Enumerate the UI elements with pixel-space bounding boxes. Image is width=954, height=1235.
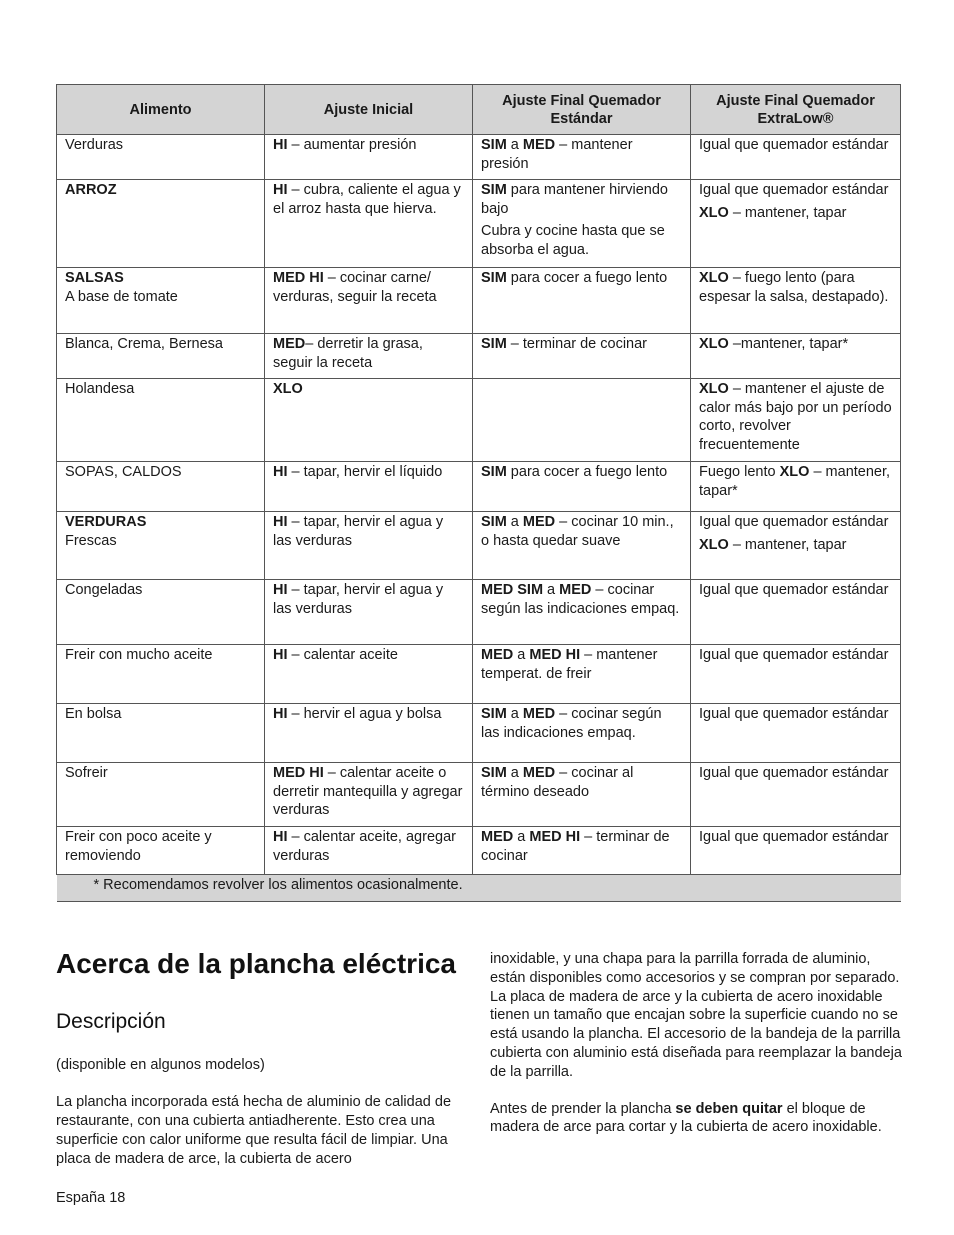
final-extralow-cell bbox=[691, 763, 901, 827]
bold-text: MED bbox=[481, 647, 514, 663]
bold-text: HI bbox=[273, 182, 288, 198]
final-extralow-cell bbox=[691, 512, 901, 580]
bold-text: MED bbox=[273, 336, 306, 352]
text: – cocinar al término deseado bbox=[481, 765, 634, 800]
cell-paragraph bbox=[481, 513, 682, 550]
ajuste-inicial-cell bbox=[265, 763, 473, 827]
final-extralow-cell bbox=[691, 645, 901, 704]
cell-paragraph bbox=[273, 828, 464, 865]
text: a bbox=[506, 137, 523, 153]
text: Frescas bbox=[65, 532, 117, 549]
header-ajuste-inicial: Ajuste Inicial bbox=[265, 85, 473, 135]
cell-paragraph bbox=[481, 581, 682, 618]
cell-paragraph bbox=[65, 513, 256, 550]
bold-text: SIM bbox=[481, 464, 507, 480]
ajuste-inicial-cell bbox=[265, 379, 473, 462]
cell-paragraph bbox=[699, 764, 892, 783]
final-extralow-cell bbox=[691, 135, 901, 180]
text: inoxidable, y una chapa para la parrilla forrada de aluminio, están disponibles como accesorios y se compran por separado. La placa de madera de arce y la cubierta de acero inoxidable tienen un tamaño que encajan sobre la superficie cuando no se está usando la plancha. El accesorio de la bandeja de la parrilla cubierta con aluminio está diseñada para reemplazar la bandeja de la parrilla. bbox=[490, 951, 902, 1080]
bold-text: HI bbox=[273, 706, 288, 722]
text: Antes de prender la plancha bbox=[490, 1100, 676, 1117]
text: Igual que quemador estándar bbox=[699, 137, 889, 153]
text: – mantener, tapar* bbox=[699, 464, 891, 499]
text: el bloque de madera de arce para cortar y la cubierta de acero inoxidable. bbox=[490, 1100, 882, 1136]
cell-paragraph bbox=[481, 463, 682, 482]
text: – hervir el agua y bolsa bbox=[287, 706, 442, 722]
bold-text: SIM bbox=[481, 706, 507, 722]
text: Igual que quemador estándar bbox=[699, 765, 889, 781]
cell-paragraph bbox=[65, 705, 256, 724]
bold-text: HI bbox=[273, 647, 288, 663]
cell-paragraph bbox=[699, 463, 892, 500]
cell-paragraph bbox=[699, 828, 892, 847]
final-extralow-cell bbox=[691, 462, 901, 512]
text: – mantener, tapar bbox=[728, 536, 847, 553]
cell-paragraph bbox=[699, 705, 892, 724]
table-row bbox=[57, 827, 901, 875]
cell-paragraph bbox=[699, 335, 892, 354]
text: –mantener, tapar* bbox=[728, 336, 849, 352]
cell-paragraph bbox=[65, 463, 256, 482]
alimento-cell bbox=[57, 462, 265, 512]
text: (disponible en algunos modelos) bbox=[56, 1057, 265, 1073]
text: Congeladas bbox=[65, 582, 143, 598]
ajuste-inicial-cell bbox=[265, 704, 473, 763]
text: Verduras bbox=[65, 137, 124, 153]
table-row bbox=[57, 462, 901, 512]
text: Igual que quemador estándar bbox=[699, 182, 889, 198]
cell-paragraph bbox=[273, 646, 464, 665]
cell-paragraph bbox=[65, 181, 256, 200]
bold-text: SIM bbox=[481, 765, 507, 781]
bold-text: MED bbox=[522, 765, 556, 781]
text: – tapar, hervir el agua y las verduras bbox=[273, 514, 444, 549]
cell-paragraph bbox=[481, 181, 682, 218]
text: – tapar, hervir el líquido bbox=[287, 464, 443, 480]
final-estandar-cell bbox=[473, 580, 691, 645]
cell-paragraph bbox=[65, 269, 256, 306]
text: – terminar de cocinar bbox=[506, 336, 648, 352]
final-extralow-cell bbox=[691, 180, 901, 268]
text: Igual que quemador estándar bbox=[699, 829, 889, 845]
cell-paragraph bbox=[699, 269, 892, 306]
text: SOPAS, CALDOS bbox=[65, 464, 182, 480]
bold-text: XLO bbox=[699, 204, 729, 221]
final-estandar-cell bbox=[473, 512, 691, 580]
text: a bbox=[506, 514, 523, 530]
text: – cocinar según las indicaciones empaq. bbox=[481, 706, 662, 741]
cell-paragraph bbox=[273, 380, 464, 399]
final-extralow-cell bbox=[691, 379, 901, 462]
final-extralow-cell bbox=[691, 580, 901, 645]
bold-text: XLO bbox=[699, 270, 729, 286]
section-title: Acerca de la plancha eléctrica bbox=[56, 948, 456, 979]
bold-text: MED HI bbox=[529, 647, 581, 663]
final-extralow-cell bbox=[691, 334, 901, 379]
final-estandar-cell bbox=[473, 268, 691, 334]
cell-paragraph bbox=[481, 269, 682, 288]
cell-paragraph bbox=[65, 136, 256, 155]
text: – mantener, tapar bbox=[728, 204, 847, 221]
header-ajuste-final-extralow: Ajuste Final Quemador ExtraLow® bbox=[691, 85, 901, 135]
bold-text: HI bbox=[273, 464, 288, 480]
bold-text: MED bbox=[522, 706, 556, 722]
final-estandar-cell bbox=[473, 334, 691, 379]
text: La plancha incorporada está hecha de aluminio de calidad de restaurante, con una cubierta antiadherente. Esto crea una superficie con calor uniforme que resulta fácil de limpiar. Una placa de madera de arce, la cubierta de acero bbox=[56, 1094, 452, 1167]
table-footnote-row bbox=[57, 875, 901, 902]
text: para cocer a fuego lento bbox=[506, 270, 668, 286]
body-paragraph bbox=[490, 950, 902, 1082]
table-header-row bbox=[57, 85, 901, 135]
left-text-column bbox=[56, 1056, 466, 1187]
bold-text: HI bbox=[273, 582, 288, 598]
final-estandar-cell bbox=[473, 462, 691, 512]
cell-paragraph bbox=[273, 136, 464, 155]
text: – aumentar presión bbox=[287, 137, 417, 153]
table-body bbox=[57, 135, 901, 902]
text: Sofreir bbox=[65, 765, 108, 781]
cell-paragraph bbox=[65, 646, 256, 665]
alimento-cell bbox=[57, 180, 265, 268]
text: – mantener temperat. de freir bbox=[481, 647, 658, 682]
cell-paragraph bbox=[481, 222, 682, 259]
cell-paragraph bbox=[481, 764, 682, 801]
bold-text: ARROZ bbox=[65, 182, 117, 198]
text: Igual que quemador estándar bbox=[699, 582, 889, 598]
cell-paragraph bbox=[481, 828, 682, 865]
ajuste-inicial-cell bbox=[265, 135, 473, 180]
table-row bbox=[57, 580, 901, 645]
final-estandar-cell bbox=[473, 180, 691, 268]
bold-text: XLO bbox=[699, 381, 729, 397]
body-paragraph bbox=[56, 1056, 466, 1075]
cell-paragraph bbox=[699, 380, 892, 454]
final-estandar-cell bbox=[473, 827, 691, 875]
bold-text: SIM bbox=[481, 270, 507, 286]
cell-paragraph bbox=[481, 705, 682, 742]
bold-text: XLO bbox=[699, 336, 729, 352]
cell-paragraph bbox=[273, 335, 464, 372]
bold-text: MED bbox=[522, 137, 556, 153]
table-row bbox=[57, 268, 901, 334]
bold-text: MED bbox=[559, 582, 592, 598]
ajuste-inicial-cell bbox=[265, 268, 473, 334]
text: a bbox=[506, 765, 523, 781]
bold-text: MED bbox=[522, 514, 556, 530]
alimento-cell bbox=[57, 334, 265, 379]
cell-paragraph bbox=[65, 581, 256, 600]
text: – calentar aceite o derretir mantequilla y agregar verduras bbox=[273, 765, 463, 818]
table-row bbox=[57, 512, 901, 580]
text: para cocer a fuego lento bbox=[506, 464, 668, 480]
bold-text: HI bbox=[273, 514, 288, 530]
final-estandar-cell bbox=[473, 763, 691, 827]
cell-paragraph bbox=[481, 646, 682, 683]
text: – cubra, caliente el agua y el arroz hasta que hierva. bbox=[273, 182, 461, 217]
cell-paragraph bbox=[273, 269, 464, 306]
header-ajuste-final-estandar: Ajuste Final Quemador Estándar bbox=[473, 85, 691, 135]
final-estandar-cell bbox=[473, 704, 691, 763]
text: Igual que quemador estándar bbox=[699, 647, 889, 663]
ajuste-inicial-cell bbox=[265, 580, 473, 645]
body-paragraph bbox=[56, 1093, 466, 1169]
bold-text: XLO bbox=[779, 464, 810, 480]
cell-paragraph bbox=[699, 181, 892, 200]
ajuste-inicial-cell bbox=[265, 180, 473, 268]
bold-text: SIM bbox=[481, 137, 507, 153]
bold-text: VERDURAS bbox=[65, 514, 147, 530]
table-row bbox=[57, 135, 901, 180]
final-extralow-cell bbox=[691, 268, 901, 334]
cell-paragraph bbox=[481, 335, 682, 354]
text: Freir con poco aceite y removiendo bbox=[65, 829, 212, 864]
text: – cocinar según las indicaciones empaq. bbox=[481, 582, 680, 617]
bold-text: MED HI bbox=[273, 270, 324, 286]
cell-paragraph bbox=[273, 705, 464, 724]
text: – terminar de cocinar bbox=[481, 829, 670, 864]
text: a bbox=[506, 706, 523, 722]
text: para mantener hirviendo bajo bbox=[481, 182, 668, 217]
final-estandar-cell bbox=[473, 135, 691, 180]
text: En bolsa bbox=[65, 706, 122, 722]
page-footer: España 18 bbox=[56, 1190, 126, 1206]
body-paragraph bbox=[490, 1100, 902, 1138]
text: – fuego lento (para espesar la salsa, destapado). bbox=[699, 270, 889, 305]
header-alimento: Alimento bbox=[57, 85, 265, 135]
cell-paragraph bbox=[65, 380, 256, 399]
cell-paragraph bbox=[65, 335, 256, 354]
alimento-cell bbox=[57, 763, 265, 827]
alimento-cell bbox=[57, 379, 265, 462]
final-estandar-cell bbox=[473, 379, 691, 462]
cell-paragraph bbox=[273, 581, 464, 618]
cell-paragraph bbox=[273, 513, 464, 550]
table-row bbox=[57, 645, 901, 704]
text: a bbox=[513, 647, 530, 663]
text: Freir con mucho aceite bbox=[65, 647, 213, 663]
bold-text: se deben quitar bbox=[675, 1100, 783, 1117]
text: – calentar aceite, agregar verduras bbox=[273, 829, 456, 864]
ajuste-inicial-cell bbox=[265, 827, 473, 875]
table-row bbox=[57, 180, 901, 268]
cell-paragraph bbox=[65, 764, 256, 783]
cell-paragraph bbox=[65, 828, 256, 865]
table-row bbox=[57, 704, 901, 763]
alimento-cell bbox=[57, 580, 265, 645]
bold-text: XLO bbox=[273, 381, 303, 397]
text: Fuego lento bbox=[699, 464, 780, 480]
cooking-chart-table bbox=[56, 84, 901, 902]
cell-paragraph bbox=[699, 204, 892, 223]
bold-text: SIM bbox=[481, 336, 507, 352]
alimento-cell bbox=[57, 704, 265, 763]
ajuste-inicial-cell bbox=[265, 645, 473, 704]
cell-paragraph bbox=[699, 581, 892, 600]
bold-text: MED SIM bbox=[481, 582, 544, 598]
table-row bbox=[57, 379, 901, 462]
cell-paragraph bbox=[273, 764, 464, 820]
cell-paragraph bbox=[699, 536, 892, 555]
text: – mantener el ajuste de calor más bajo por un período corto, revolver frecuentemente bbox=[699, 381, 892, 453]
text: – calentar aceite bbox=[287, 647, 398, 663]
cell-paragraph bbox=[273, 181, 464, 218]
text: – tapar, hervir el agua y las verduras bbox=[273, 582, 444, 617]
text: – mantener presión bbox=[481, 137, 633, 172]
text: Igual que quemador estándar bbox=[699, 706, 889, 722]
text: – cocinar carne/ verduras, seguir la receta bbox=[273, 270, 437, 305]
text: Igual que quemador estándar bbox=[699, 514, 889, 530]
bold-text: HI bbox=[273, 829, 288, 845]
text: a bbox=[543, 582, 560, 598]
final-extralow-cell bbox=[691, 827, 901, 875]
ajuste-inicial-cell bbox=[265, 334, 473, 379]
ajuste-inicial-cell bbox=[265, 462, 473, 512]
final-estandar-cell bbox=[473, 645, 691, 704]
text: Holandesa bbox=[65, 381, 135, 397]
text: A base de tomate bbox=[65, 288, 178, 305]
alimento-cell bbox=[57, 512, 265, 580]
bold-text: HI bbox=[273, 137, 288, 153]
text: – derretir la grasa, seguir la receta bbox=[273, 336, 423, 371]
bold-text: SALSAS bbox=[65, 270, 124, 286]
text: a bbox=[513, 829, 530, 845]
cell-paragraph bbox=[273, 463, 464, 482]
alimento-cell bbox=[57, 268, 265, 334]
bold-text: MED HI bbox=[273, 765, 324, 781]
alimento-cell bbox=[57, 827, 265, 875]
bold-text: XLO bbox=[699, 536, 729, 553]
alimento-cell bbox=[57, 135, 265, 180]
ajuste-inicial-cell bbox=[265, 512, 473, 580]
text: Cubra y cocine hasta que se absorba el agua. bbox=[481, 223, 665, 258]
bold-text: SIM bbox=[481, 182, 507, 198]
cell-paragraph bbox=[699, 136, 892, 155]
text: – cocinar 10 min., o hasta quedar suave bbox=[481, 514, 674, 549]
bold-text: MED HI bbox=[529, 829, 581, 845]
bold-text: SIM bbox=[481, 514, 507, 530]
cell-paragraph bbox=[481, 136, 682, 173]
bold-text: MED bbox=[481, 829, 514, 845]
table-row bbox=[57, 763, 901, 827]
table-footnote: * Recomendamos revolver los alimentos ocasionalmente. bbox=[57, 875, 901, 902]
cell-paragraph bbox=[699, 646, 892, 665]
alimento-cell bbox=[57, 645, 265, 704]
section-subtitle: Descripción bbox=[56, 1010, 166, 1033]
final-extralow-cell bbox=[691, 704, 901, 763]
text: Blanca, Crema, Bernesa bbox=[65, 336, 223, 352]
cell-paragraph bbox=[699, 513, 892, 532]
right-text-column bbox=[490, 950, 902, 1155]
table-row bbox=[57, 334, 901, 379]
